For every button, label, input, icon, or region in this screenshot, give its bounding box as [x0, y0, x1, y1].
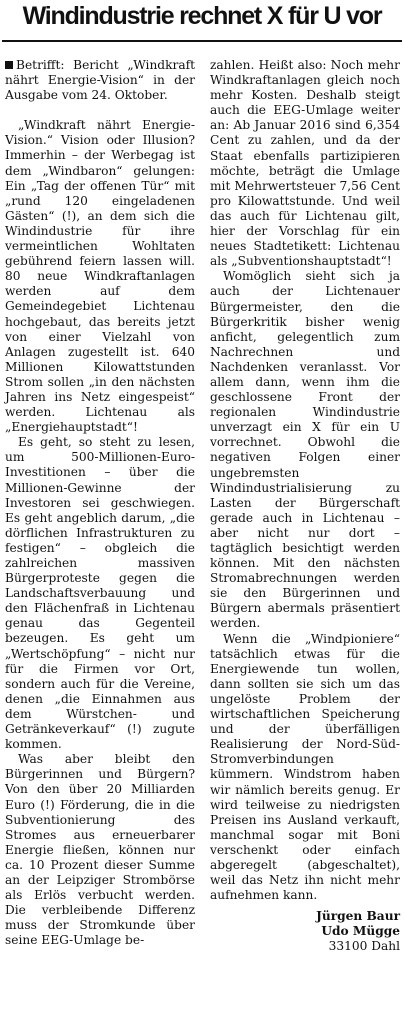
left-column	[5, 58, 195, 948]
paragraph: Wenn die „Windpioniere“ tatsächlich etwas für die Energiewende tun wollen, dann sollten sie sich um das ungelöste Problem der wirtschaftlichen Speicherung und der überfälligen Realisierung der Nord-Süd-Stromverbindungen kümmern. Windstrom haben wir nämlich bereits genug. Er wird teilweise zu niedrigsten Preisen ins Ausland verkauft, manchmal sogar mit Boni verschenkt oder einfach abgeregelt (abgeschaltet), weil das Netz ihn nicht mehr aufnehmen kann.	[210, 631, 400, 903]
reference-line	[5, 58, 195, 103]
paragraph: zahlen. Heißt also: Noch mehr Windkraftanlagen gleich noch mehr Kosten. Deshalb steigt auch die EEG-Umlage weiter an: Ab Januar 2016 sind 6,354 Cent zu zahlen, und da der Staat ebenfalls partizipieren möchte, beträgt die Umlage mit Mehrwertsteuer 7,56 Cent pro Kilowattstunde. Und weil das auch für Lichtenau gilt, hier der Vorschlag für ein neues Stadtetikett: Lichtenau als „Subventionshauptstadt“!	[210, 58, 400, 269]
signature-city: 33100 Dahl	[328, 939, 400, 954]
signature-name: Udo Mügge	[321, 924, 400, 939]
paragraph: „Windkraft nährt Energie-Vision.“ Vision oder Illusion? Immerhin – der Werbegag ist dem „Windbaron“ gelungen: Ein „Tag der offenen Tür“ mit „rund 120 eingeladenen Gästen“ (!), an dem sich die Windindustrie für ihre vermeintlichen Wohltaten gebührend feiern lassen will. 80 neue Windkraftanlagen werden auf dem Gemeindegebiet Lichtenau hochgebaut, das bereits jetzt von einer Vielzahl von Anlagen zugestellt ist. 640 Millionen Kilowattstunden Strom sollen „in den nächsten Jahren ins Netz eingespeist“ werden. Lichtenau als „Energiehauptstadt“!	[5, 118, 195, 435]
paragraph: Womöglich sieht sich ja auch der Lichtenauer Bürgermeister, den die Bürgerkritik bisher wenig anficht, gelegentlich zum Nachrechnen und Nachdenken veranlasst. Vor allem dann, wenn ihm die geschlossene Front der regionalen Windindustrie unverzagt ein X für ein U vorrechnet. Obwohl die negativen Folgen einer ungebremsten Windindustrialisierung zu Lasten der Bürgerschaft gerade auch in Lichtenau – aber nicht nur dort – tagtäglich besichtigt werden können. Mit den nächsten Stromabrechnungen werden sie den Bürgerinnen und Bürgern abermals präsentiert werden.	[210, 269, 400, 631]
signature	[210, 909, 400, 954]
headline-rule	[2, 40, 402, 42]
signature-name: Jürgen Baur	[316, 909, 400, 924]
paragraph: Es geht, so steht zu lesen, um 500-Millionen-Euro-Investitionen – über die Millionen-Gewinne der Investoren sei geschwiegen. Es geht angeblich darum, „die dörflichen Infrastrukturen zu festigen“ – obgleich die zahlreichen massiven Bürgerproteste gegen die Landschaftsverbauung und den Flächenfraß in Lichtenau genau das Gegenteil bezeugen. Es geht um „Wertschöpfung“ – nicht nur für die Firmen vor Ort, sondern auch für die Vereine, denen „die Einnahmen aus dem Würstchen- und Getränkeverkauf“ (!) zugute kommen.	[5, 435, 195, 752]
reference-text: Betrifft: Bericht „Windkraft nährt Energie-Vision“ in der Ausgabe vom 24. Oktober.	[5, 58, 195, 103]
bullet-square-icon	[5, 61, 13, 69]
right-column	[210, 58, 400, 955]
headline: Windindustrie rechnet X für U vor	[22, 2, 382, 30]
paragraph: Was aber bleibt den Bürgerinnen und Bürgern? Von den über 20 Milliarden Euro (!) Förderung, die in die Subventionierung des Stromes aus erneuerbarer Energie fließen, können nur ca. 10 Prozent dieser Summe an der Leipziger Strombörse als Erlös verbucht werden. Die verbleibende Differenz muss der Stromkunde über seine EEG-Umlage be-	[5, 752, 195, 948]
